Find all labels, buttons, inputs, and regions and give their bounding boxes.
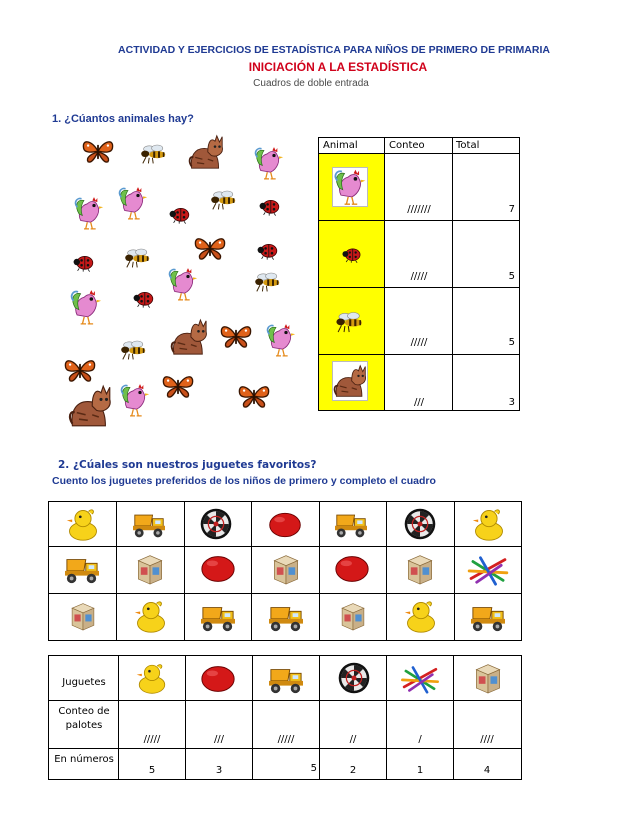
tally-duck: /////	[143, 734, 161, 745]
ball-icon	[199, 552, 237, 586]
ball-icon	[267, 509, 303, 541]
dartboard-icon	[337, 661, 371, 695]
tally-value: /////	[410, 337, 428, 348]
truck-icon	[131, 508, 167, 540]
wasp-icon	[333, 308, 367, 334]
truck-icon	[469, 600, 507, 634]
cat-icon	[68, 384, 112, 428]
animal-cell	[319, 154, 384, 220]
rooster-icon	[333, 168, 367, 206]
document-subtitle: INICIACIÓN A LA ESTADÍSTICA	[248, 60, 428, 74]
row-label-juguetes: Juguetes	[62, 677, 106, 688]
block-icon	[405, 550, 435, 588]
tally-value: ///////	[407, 204, 431, 215]
butterfly-icon	[160, 372, 196, 400]
document-caption: Cuadros de doble entrada	[253, 78, 369, 89]
number-ball: 3	[215, 765, 223, 776]
duck-icon	[135, 660, 169, 696]
animal-cell	[319, 221, 384, 287]
question-2-instruction: Cuento los juguetes preferidos de los niños de primero y completo el cuadro	[52, 475, 436, 487]
duck-icon	[133, 598, 169, 634]
total-value: 7	[508, 204, 515, 215]
sticks-icon	[467, 554, 509, 586]
truck-icon	[199, 600, 237, 634]
block-icon	[473, 660, 503, 696]
animal-count-table	[318, 137, 520, 411]
block-icon	[135, 550, 165, 588]
tally-block: ////	[480, 734, 494, 745]
number-dartboard: 2	[349, 765, 357, 776]
question-1: 1. ¿Cúantos animales hay?	[52, 113, 194, 125]
total-value: 5	[508, 271, 515, 282]
butterfly-icon	[236, 382, 272, 410]
butterfly-icon	[80, 137, 116, 165]
rooster-icon	[168, 266, 198, 302]
toy-grid	[48, 501, 522, 641]
ladybug-icon	[341, 245, 363, 263]
wasp-icon	[208, 186, 240, 212]
wasp-icon	[122, 244, 154, 270]
butterfly-icon	[192, 234, 228, 262]
tally-value: /////	[410, 271, 428, 282]
row-label-numeros: En números	[54, 754, 114, 765]
header-total: Total	[456, 140, 480, 151]
rooster-icon	[118, 185, 148, 221]
rooster-icon	[120, 382, 150, 418]
tally-value: ///	[413, 397, 425, 408]
butterfly-icon	[62, 356, 98, 384]
tally-dartboard: //	[349, 734, 357, 745]
truck-icon	[267, 662, 305, 696]
row-label-conteo: Conteo de palotes	[58, 706, 110, 731]
number-duck: 5	[148, 765, 156, 776]
ball-icon	[333, 552, 371, 586]
number-block: 4	[483, 765, 491, 776]
header-conteo: Conteo	[389, 140, 425, 151]
wasp-icon	[138, 140, 170, 166]
ladybug-icon	[258, 196, 282, 216]
block-icon	[69, 598, 97, 634]
cat-icon	[188, 134, 224, 170]
ladybug-icon	[72, 252, 96, 272]
animal-cell	[319, 288, 384, 354]
question-2: 2. ¿Cúales son nuestros juguetes favoritos?	[58, 459, 317, 471]
duck-icon	[65, 506, 101, 542]
wasp-icon	[252, 268, 284, 294]
total-value: 5	[508, 337, 515, 348]
dartboard-icon	[403, 507, 437, 541]
total-value: 3	[508, 397, 515, 408]
rooster-icon	[266, 322, 296, 358]
truck-icon	[333, 508, 369, 540]
rooster-icon	[254, 145, 284, 181]
toy-summary-table	[48, 655, 522, 780]
rooster-icon	[70, 288, 102, 326]
document-title: ACTIVIDAD Y EJERCICIOS DE ESTADÍSTICA PARA NIÑOS DE PRIMERO DE PRIMARIA	[118, 44, 550, 56]
block-icon	[339, 598, 367, 634]
ball-icon	[199, 662, 237, 696]
header-animal: Animal	[323, 140, 358, 151]
wasp-icon	[118, 336, 150, 362]
number-sticks: 1	[416, 765, 424, 776]
butterfly-icon	[218, 322, 254, 350]
ladybug-icon	[132, 288, 156, 308]
tally-ball: ///	[213, 734, 225, 745]
ladybug-icon	[168, 204, 192, 224]
rooster-icon	[74, 195, 104, 231]
tally-truck: /////	[277, 734, 295, 745]
truck-icon	[63, 552, 101, 586]
block-icon	[271, 550, 301, 588]
truck-icon	[267, 600, 305, 634]
sticks-icon	[399, 664, 441, 694]
dartboard-icon	[199, 507, 233, 541]
animal-cell	[319, 355, 384, 410]
tally-sticks: /	[418, 734, 422, 745]
duck-icon	[403, 598, 439, 634]
duck-icon	[471, 506, 507, 542]
cat-icon	[333, 362, 367, 400]
cat-icon	[170, 318, 208, 356]
ladybug-icon	[256, 240, 280, 260]
number-truck: 5	[310, 763, 317, 774]
